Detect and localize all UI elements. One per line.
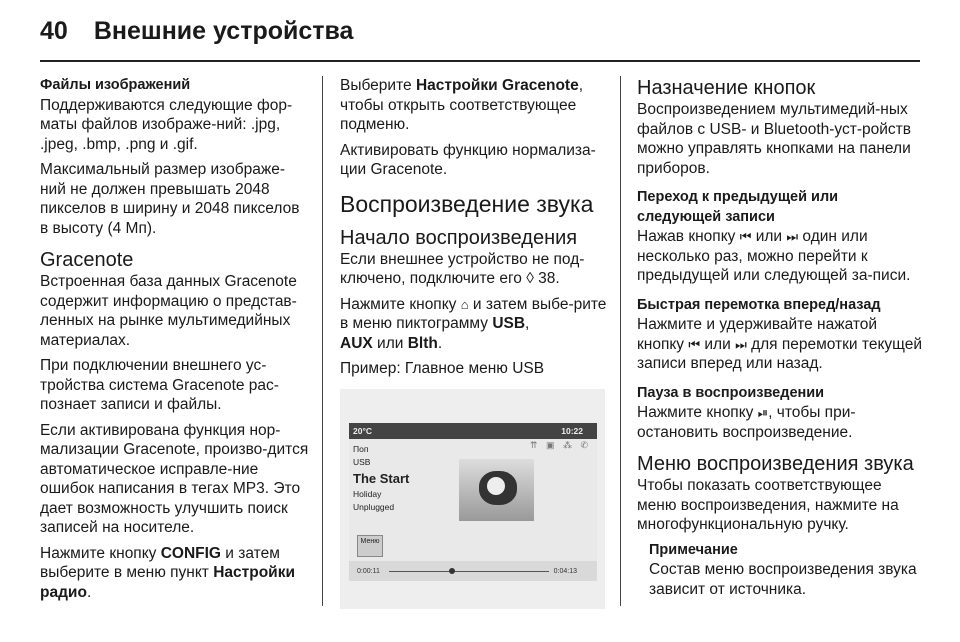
track-info: [353, 442, 409, 515]
fast-forward-paragraph: [637, 315, 922, 374]
page-title: Внешние устройства: [93, 16, 354, 45]
config-button-label: CONFIG: [160, 544, 221, 562]
start-paragraph-2: [340, 295, 610, 354]
buttons-paragraph: Воспроизведением мультимедий-ных файлов с USB- и Bluetooth-уст-ройств можно управлять кнопками на панели приборов.: [637, 101, 911, 177]
text: один или несколько раз, можно перейти к предыдущей или следующей за-писи.: [637, 228, 911, 284]
gracenote-settings-paragraph: [340, 76, 610, 135]
progress-track[interactable]: [389, 571, 549, 572]
text: или: [751, 228, 787, 245]
album-label: Holiday: [353, 488, 382, 499]
artist-label: Unplugged: [353, 501, 395, 512]
image-files-paragraph-2: Максимальный размер изображе-ний не должен превышать 2048 пикселов в ширину и 2048 пикселов в высоту (4 Мп).: [40, 161, 300, 237]
clock: 10:22: [561, 425, 583, 436]
page-number: 40: [40, 16, 68, 45]
example-caption: Пример: Главное меню USB: [340, 360, 545, 377]
gracenote-paragraph-1: Встроенная база данных Gracenote содержит информацию о представ-ленных на рынке мультимедийных материалах.: [40, 273, 297, 349]
text: , чтобы открыть соответствующее подменю.: [340, 77, 583, 133]
note-box: [637, 541, 922, 600]
text: и затем выбе-рите в меню пиктограмму: [340, 295, 607, 332]
skip-heading: Переход к предыдущей или следующей записи: [637, 189, 839, 225]
sound-playback-heading: Воспроизведение звука: [340, 190, 594, 217]
skip-paragraph: [637, 227, 922, 286]
start-paragraph-1: Если внешнее устройство не под-ключено, подключите его ◊ 38.: [340, 250, 585, 287]
text: или: [372, 334, 408, 352]
album-art-highlight: [487, 477, 505, 495]
buttons-heading: Назначение кнопок: [637, 77, 816, 99]
previous-track-icon: ⏮: [688, 336, 701, 352]
start-playback-heading: Начало воспроизведения: [340, 226, 578, 249]
progress-bar: [349, 561, 597, 581]
text: Нажмите и удерживайте нажатой кнопку: [637, 316, 878, 353]
text: , чтобы при-остановить воспроизведение.: [637, 404, 856, 441]
elapsed-time: 0:00:11: [357, 567, 380, 575]
genre-label: Поп: [353, 443, 369, 454]
status-icons: ⇈ ▣ ⁂ ✆: [529, 439, 591, 450]
audio-menu-heading: Меню воспроизведения звука: [637, 453, 914, 475]
note-paragraph: Состав меню воспроизведения звука зависит от источника.: [649, 561, 917, 598]
header-rule: [40, 60, 920, 62]
usb-main-menu-screenshot: [340, 389, 605, 609]
home-icon: ⌂: [460, 296, 469, 312]
source-label: USB: [353, 456, 371, 467]
fast-forward-heading: Быстрая перемотка вперед/назад: [637, 296, 881, 313]
text: или: [700, 335, 736, 353]
gracenote-heading: Gracenote: [40, 249, 134, 271]
previous-track-icon: ⏮: [739, 229, 752, 244]
normalize-paragraph: Активировать функцию нормализа-ции Gracenote.: [340, 141, 596, 178]
gracenote-settings-label: Настройки Gracenote: [415, 77, 579, 94]
text: и затем выберите в меню пункт: [40, 544, 280, 581]
menu-label: Меню: [360, 537, 380, 545]
text: ,: [525, 315, 530, 332]
album-art: [459, 459, 534, 521]
text: Нажмите кнопку: [637, 404, 758, 421]
pause-paragraph: [637, 403, 922, 442]
text: Нажмите кнопку: [340, 295, 461, 313]
total-time: 0:04:13: [553, 567, 577, 575]
text: Нажав кнопку: [637, 228, 740, 245]
bluetooth-label: Blth: [407, 334, 438, 352]
image-files-heading: Файлы изображений: [40, 77, 191, 93]
gracenote-paragraph-2: При подключении внешнего ус-тройства система Gracenote рас-познает записи и файлы.: [40, 357, 279, 413]
text: .: [437, 334, 443, 352]
pause-heading: Пауза в воспроизведении: [637, 384, 825, 401]
page-header: [40, 14, 353, 48]
column-1: [40, 76, 310, 608]
play-pause-icon: ⏯: [757, 405, 769, 420]
column-divider-1: [322, 76, 323, 606]
track-title: The Start: [353, 470, 410, 486]
text: для перемотки текущей записи вперед или назад.: [637, 335, 923, 372]
audio-menu-paragraph: Чтобы показать соответствующее меню воспроизведения, нажмите на многофункциональную ручку.: [637, 477, 899, 533]
gracenote-paragraph-3: Если активирована функция нор-мализации Gracenote, произво-дится автоматическое исправле-ние ошибок написания в тегах MP3. Это дает возможность улучшить поиск записей на носителе.: [40, 421, 309, 536]
image-files-paragraph-1: Поддерживаются следующие фор-маты файлов изображе-ний: .jpg, .jpeg, .bmp, .png и .gif.: [40, 96, 293, 153]
column-3: [637, 76, 922, 605]
infotainment-screen: [349, 423, 597, 581]
note-heading: Примечание: [649, 541, 738, 558]
text: Нажмите кнопку: [40, 544, 161, 562]
text: .: [86, 583, 92, 601]
usb-label: USB: [492, 315, 526, 332]
column-2: [340, 76, 610, 609]
gracenote-paragraph-4: [40, 544, 310, 603]
aux-label: AUX: [340, 334, 373, 352]
next-track-icon: ⏭: [786, 229, 799, 244]
menu-button[interactable]: [357, 535, 383, 557]
media-panel: [349, 439, 597, 561]
temperature: 20°C: [353, 425, 372, 436]
radio-settings-label: Настройки радио: [40, 564, 295, 601]
next-track-icon: ⏭: [735, 336, 747, 352]
progress-handle[interactable]: [449, 568, 455, 574]
status-bar: [349, 423, 597, 439]
column-divider-2: [620, 76, 621, 606]
text: Выберите: [340, 77, 416, 94]
